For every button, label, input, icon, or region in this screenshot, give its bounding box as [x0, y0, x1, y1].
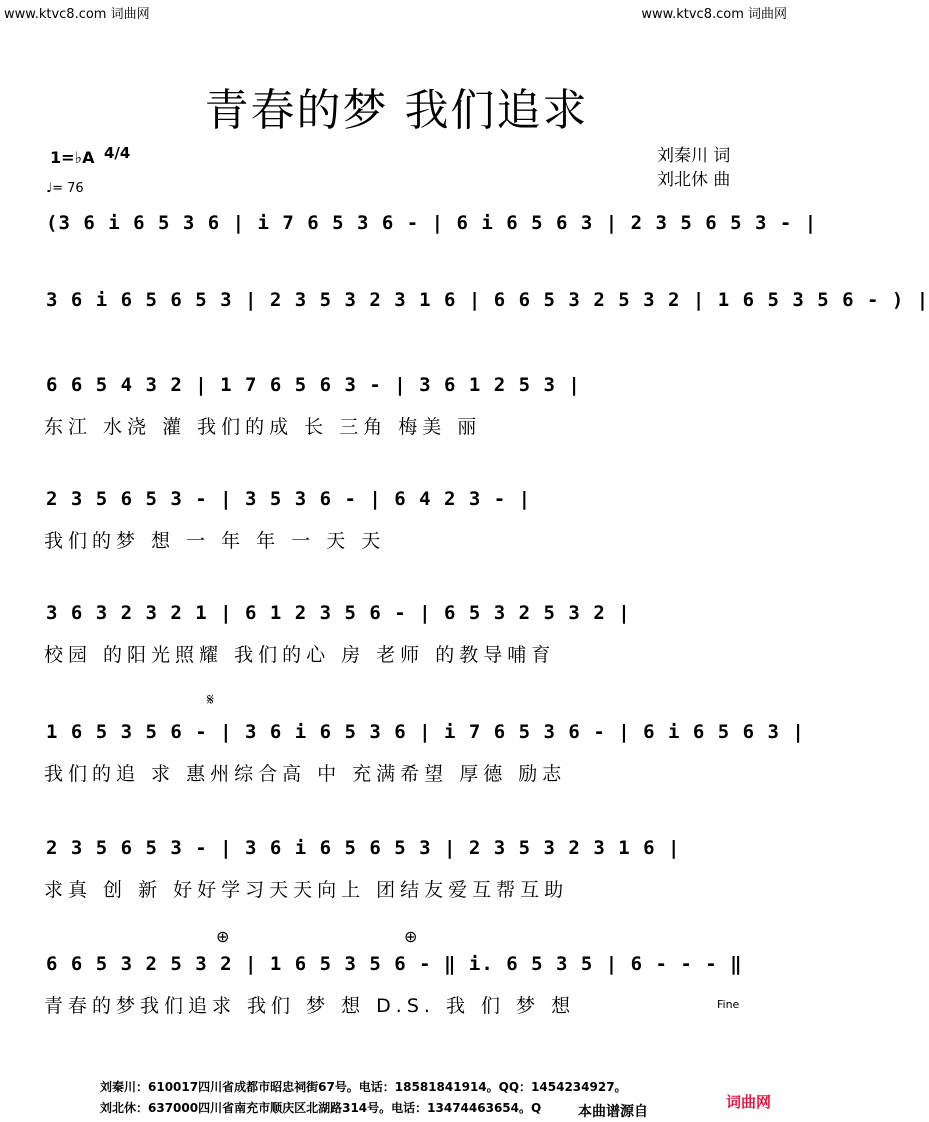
- song-title: 青春的梦 我们追求: [204, 85, 589, 136]
- footer-contact-2: 刘北休：637000四川省南充市顺庆区北湖路314号。电话：13474463654。Q: [100, 1101, 542, 1115]
- tempo-mark: ♩= 76: [46, 181, 84, 196]
- site-logo[interactable]: 词曲网: [725, 1093, 771, 1111]
- segno-icon: 𝄋: [207, 690, 214, 709]
- lyric-line: 青春的梦我们追求 我们 梦 想 D.S. 我 们 梦 想: [44, 995, 576, 1017]
- notation-line: 2 3 5 6 5 3 - | 3 6 i 6 5 6 5 3 | 2 3 5 3 2 3 1 6 |: [46, 837, 681, 859]
- watermark-left: www.ktvc8.com 词曲网: [4, 7, 150, 22]
- key-signature: 1=♭A: [50, 148, 95, 167]
- lyricist-credit: 刘秦川 词: [657, 146, 731, 166]
- footer-contact-1: 刘秦川：610017四川省成都市昭忠祠街67号。电话：18581841914。QQ：1454234927。: [100, 1080, 627, 1094]
- notation-line: 3 6 i 6 5 6 5 3 | 2 3 5 3 2 3 1 6 | 6 6 5 3 2 5 3 2 | 1 6 5 3 5 6 - ) |: [46, 289, 929, 311]
- lyric-line: 我们的追 求 惠州综合高 中 充满希望 厚德 励志: [44, 763, 567, 785]
- notation-line: 6 6 5 4 3 2 | 1 7 6 5 6 3 - | 3 6 1 2 5 3 |: [46, 374, 581, 396]
- lyric-line: 校园 的阳光照耀 我们的心 房 老师 的教导哺育: [44, 644, 556, 666]
- coda-icon: ⊕: [216, 927, 230, 946]
- watermark-right: www.ktvc8.com 词曲网: [641, 7, 787, 22]
- lyric-line: 求真 创 新 好好学习天天向上 团结友爱互帮互助: [44, 879, 569, 901]
- notation-line: 3 6 3 2 3 2 1 | 6 1 2 3 5 6 - | 6 5 3 2 5 3 2 |: [46, 602, 631, 624]
- fine-mark: Fine: [717, 998, 740, 1011]
- composer-credit: 刘北休 曲: [657, 170, 731, 190]
- coda-icon-2: ⊕: [404, 927, 418, 946]
- time-signature: 4/4: [104, 144, 131, 162]
- notation-line: 2 3 5 6 5 3 - | 3 5 3 6 - | 6 4 2 3 - |: [46, 488, 532, 510]
- notation-line: 6 6 5 3 2 5 3 2 | 1 6 5 3 5 6 - ‖ i. 6 5 3 5 | 6 - - - ‖: [46, 953, 743, 975]
- notation-line: 1 6 5 3 5 6 - | 3 6 i 6 5 3 6 | i 7 6 5 3 6 - | 6 i 6 5 6 3 |: [46, 721, 805, 743]
- lyric-line: 我们的梦 想 一 年 年 一 天 天: [44, 530, 386, 552]
- lyric-line: 东江 水浇 灌 我们的成 长 三角 梅美 丽: [44, 416, 482, 438]
- notation-line: (3 6 i 6 5 3 6 | i 7 6 5 3 6 - | 6 i 6 5 6 3 | 2 3 5 6 5 3 - |: [46, 212, 818, 234]
- footer-source: 本曲谱源自: [578, 1104, 648, 1120]
